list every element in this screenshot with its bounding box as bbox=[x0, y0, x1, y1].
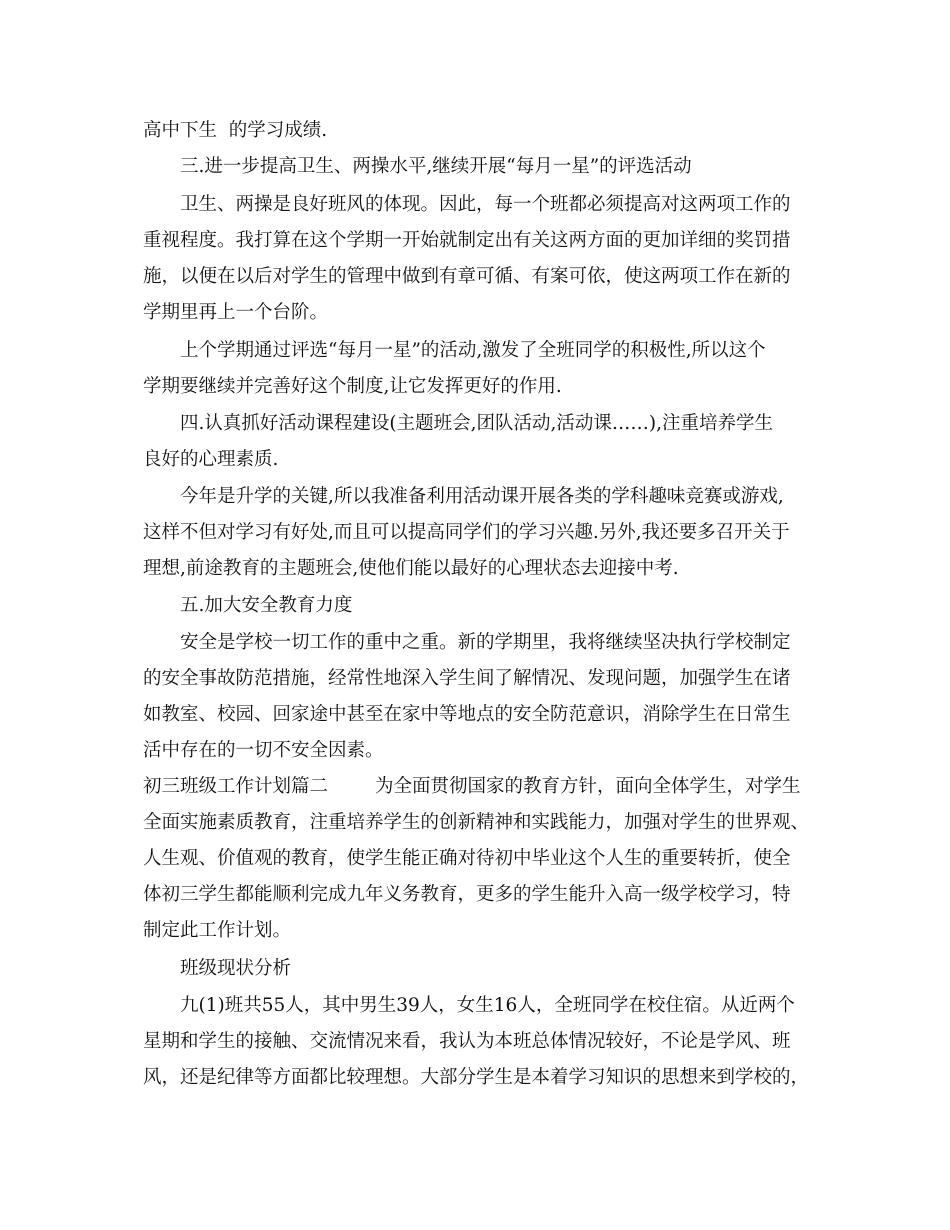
text-line: 施，以便在以后对学生的管理中做到有章可循、有案可依，使这两项工作在新的 bbox=[143, 266, 791, 287]
text-line: 理想,前途教育的主题班会,使他们能以最好的心理状态去迎接中考. bbox=[143, 558, 679, 579]
text-line: 上个学期通过评选“每月一星”的活动,激发了全班同学的积极性,所以这个 bbox=[180, 340, 766, 361]
text-line: 活中存在的一切不安全因素。 bbox=[143, 740, 384, 761]
text-line: 这样不但对学习有好处,而且可以提高同学们的学习兴趣.另外,我还要多召开关于 bbox=[143, 522, 790, 543]
section-heading: 五.加大安全教育力度 bbox=[180, 595, 353, 616]
text-line: 风，还是纪律等方面都比较理想。大部分学生是本着学习知识的思想来到学校的， bbox=[143, 1067, 810, 1088]
text-line: 学期要继续并完善好这个制度,让它发挥更好的作用. bbox=[143, 376, 562, 397]
text-line: 学期里再上一个台阶。 bbox=[143, 302, 329, 323]
text-line: 制定此工作计划。 bbox=[143, 920, 292, 941]
text-line: 人生观、价值观的教育，使学生能正确对待初中毕业这个人生的重要转折，使全 bbox=[143, 848, 791, 869]
section-heading: 班级现状分析 bbox=[180, 958, 292, 979]
text-line: 重视程度。我打算在这个学期一开始就制定出有关这两方面的更加详细的奖罚措 bbox=[143, 230, 791, 251]
text-line: 卫生、两操是良好班风的体现。因此，每一个班都必须提高对这两项工作的 bbox=[180, 194, 791, 215]
section-title: 初三班级工作计划篇二 为全面贯彻国家的教育方针，面向全体学生，对学生 bbox=[143, 776, 801, 797]
text-line: 如教室、校园、回家途中甚至在家中等地点的安全防范意识，消除学生在日常生 bbox=[143, 704, 791, 725]
section-heading: 三.进一步提高卫生、两操水平,继续开展“每月一星”的评选活动 bbox=[180, 156, 692, 177]
text-line: 星期和学生的接触、交流情况来看，我认为本班总体情况较好，不论是学风、班 bbox=[143, 1031, 791, 1052]
text-line: 的安全事故防范措施，经常性地深入学生间了解情况、发现问题，加强学生在诸 bbox=[143, 668, 791, 689]
text-line: 全面实施素质教育，注重培养学生的创新精神和实践能力，加强对学生的世界观、 bbox=[143, 812, 810, 833]
text-line: 高中下生 的学习成绩. bbox=[143, 120, 328, 141]
text-line: 九(1)班共55人，其中男生39人，女生16人，全班同学在校住宿。从近两个 bbox=[180, 995, 795, 1016]
text-line: 良好的心理素质. bbox=[143, 449, 279, 470]
text-line: 今年是升学的关键,所以我准备利用活动课开展各类的学科趣味竞赛或游戏, bbox=[180, 486, 784, 507]
section-heading: 四.认真抓好活动课程建设(主题班会,团队活动,活动课……),注重培养学生 bbox=[180, 413, 773, 434]
text-line: 体初三学生都能顺利完成九年义务教育，更多的学生能升入高一级学校学习，特 bbox=[143, 884, 791, 905]
text-line: 安全是学校一切工作的重中之重。新的学期里，我将继续坚决执行学校制定 bbox=[180, 632, 791, 653]
